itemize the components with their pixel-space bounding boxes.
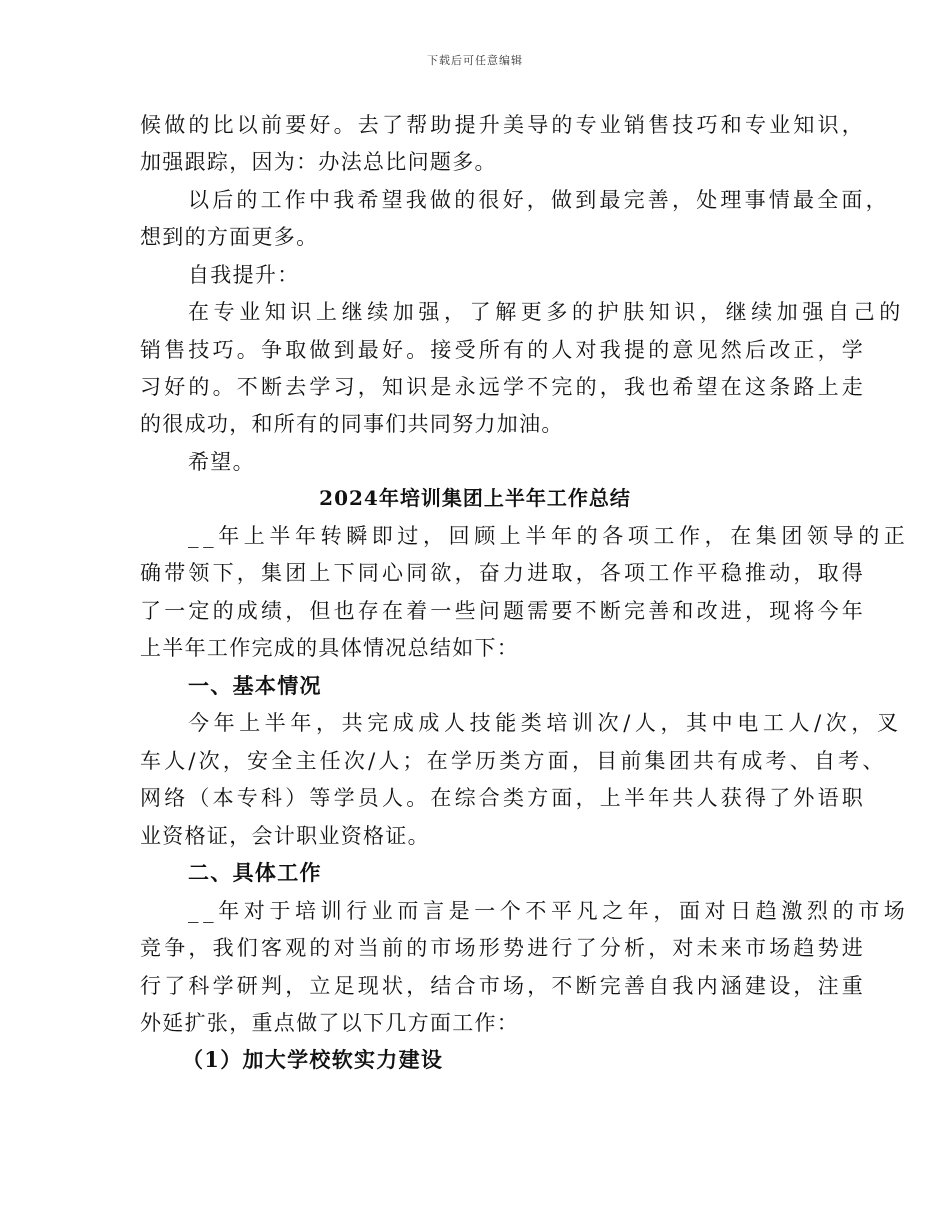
intro-line: 确带领下，集团上下同心同欲，奋力进取，各项工作平稳推动，取得 [140, 561, 866, 585]
paragraph-line: 想到的方面更多。 [140, 225, 319, 249]
section-heading-work: 二、具体工作 [188, 860, 322, 885]
paragraph-line: 自我提升： [188, 263, 300, 287]
intro-line: 上半年工作完成的具体情况总结如下： [140, 636, 520, 660]
section-line: 今年上半年，共完成成人技能类培训次/人，其中电工人/次，叉 [188, 711, 903, 735]
intro-line: 了一定的成绩，但也存在着一些问题需要不断完善和改进，现将今年 [140, 599, 866, 623]
paragraph-line: 的很成功，和所有的同事们共同努力加油。 [140, 412, 564, 436]
paragraph-line: 加强跟踪，因为：办法总比问题多。 [140, 150, 497, 174]
section-line: 外延扩张，重点做了以下几方面工作： [140, 1011, 520, 1035]
paragraph-line: 销售技巧。争取做到最好。接受所有的人对我提的意见然后改正，学 [140, 338, 866, 362]
section-line: 行了科学研判，立足现状，结合市场，不断完善自我内涵建设，注重 [140, 974, 866, 998]
document-title: 2024年培训集团上半年工作总结 [319, 486, 631, 510]
section-line: 车人/次，安全主任次/人；在学历类方面，目前集团共有成考、自考、 [140, 749, 887, 773]
paragraph-line: 在专业知识上继续加强，了解更多的护肤知识，继续加强自己的 [188, 300, 905, 324]
section-line: __年对于培训行业而言是一个不平凡之年，面对日趋激烈的市场 [188, 899, 910, 923]
paragraph-line: 希望。 [188, 450, 255, 474]
page-header-note: 下载后可任意编辑 [427, 54, 523, 67]
paragraph-line: 候做的比以前要好。去了帮助提升美导的专业销售技巧和专业知识， [140, 113, 866, 137]
section-heading-basic: 一、基本情况 [188, 673, 322, 698]
section-line: 网络（本专科）等学员人。在综合类方面，上半年共人获得了外语职 [140, 786, 866, 810]
subsection-heading: （1）加大学校软实力建设 [182, 1047, 444, 1072]
intro-line: __年上半年转瞬即过，回顾上半年的各项工作，在集团领导的正 [188, 524, 910, 548]
section-line: 竞争，我们客观的对当前的市场形势进行了分析，对未来市场趋势进 [140, 936, 866, 960]
paragraph-line: 习好的。不断去学习，知识是永远学不完的，我也希望在这条路上走 [140, 375, 866, 399]
section-line: 业资格证，会计职业资格证。 [140, 824, 430, 848]
paragraph-line: 以后的工作中我希望我做的很好，做到最完善，处理事情最全面， [188, 188, 890, 212]
